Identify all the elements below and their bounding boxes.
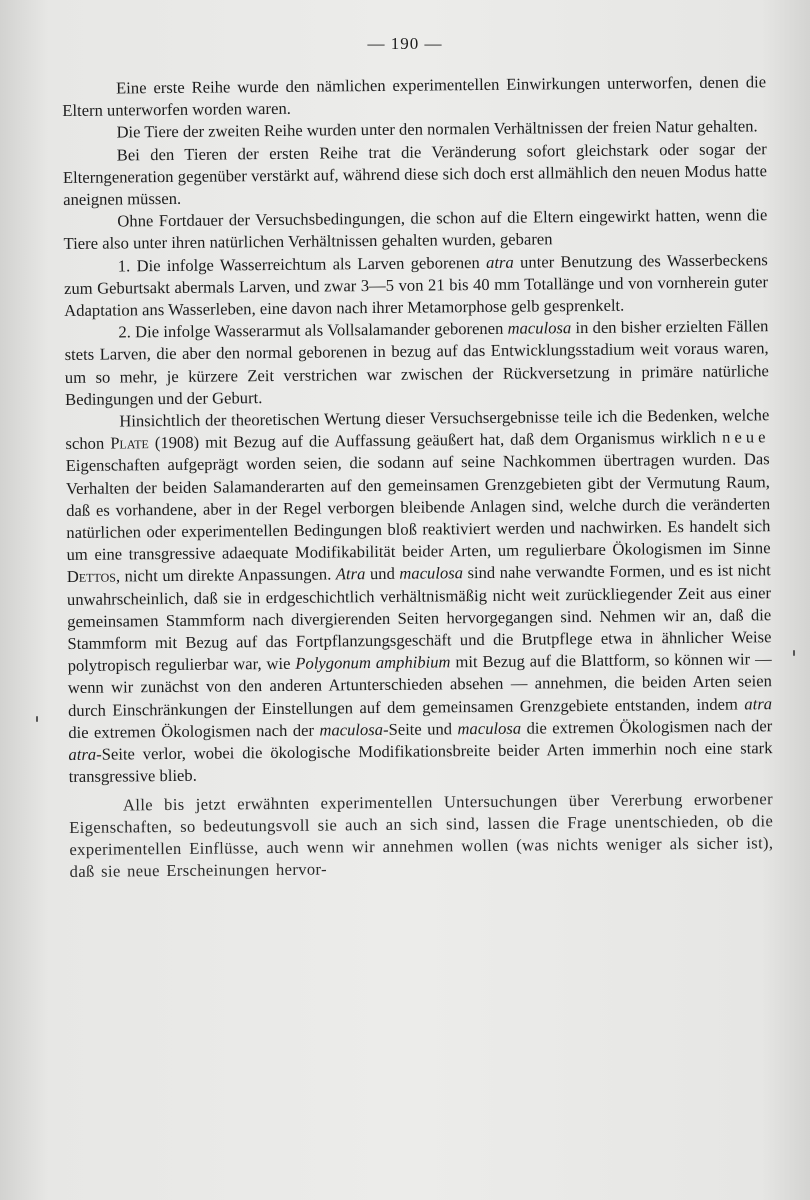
species-name: Polygonum amphibium [295, 652, 451, 674]
margin-speck [793, 650, 795, 656]
margin-speck [36, 716, 38, 722]
paragraph: Hinsichtlich der theoretischen Wertung dieser Versuchsergebnisse teile ich die Bedenken, welche schon Plate (1908) mit Bezug auf die Auffassung geäußert hat, daß dem Organismus wirklich neue Eigenschaften aufgeprägt worden seien, die sodann auf seine Nachkommen übertragen wurden. Das Verhalten der beiden Salamanderarten auf den gemeinsamen Grenzgebieten gibt der Vermutung Raum, daß es vorhandene, aber in der Regel verborgen bleibende Anlagen sind, welche durch die veränderten natürlichen oder experimentellen Bedingungen bloß reaktiviert werden und nachwirken. Es handelt sich um eine transgressive adaequate Modifikabilität beider Arten, um regulierbare Ökologismen im Sinne Dettos, nicht um direkte Anpassungen. Atra und maculosa sind nahe verwandte Formen, und es ist nicht unwahrscheinlich, daß sie in erdgeschichtlich verhältnismäßig nicht weit zurückliegender Zeit aus einer gemeinsamen Stammform nach divergierenden Seiten hervorgegangen sind. Nehmen wir an, daß die Stammform mit Bezug auf das Fortpflanzungsgeschäft und die Brutpflege etwa in ähnlicher Weise polytropisch regulierbar war, wie Polygonum amphibium mit Bezug auf die Blattform, so können wir — wenn wir zunächst von den anderen Artunterschieden absehen — annehmen, die beiden Arten seien durch Einschränkungen der Einstellungen auf dem gemeinsamen Grenzgebiete entstanden, indem atra die extremen Ökologismen nach der maculosa-Seite und maculosa die extremen Ökologismen nach der atra-Seite verlor, wobei die ökologische Modifikationsbreite beider Arten immerhin noch eine stark transgressive blieb. [65, 405, 773, 787]
species-name: Atra [335, 564, 366, 584]
species-name: atra [68, 744, 97, 765]
species-name: maculosa [399, 563, 464, 584]
paragraph: Bei den Tieren der ersten Reihe trat die Veränderung sofort gleichstark oder sogar der Elterngeneration gegenüber verstärkt auf, während diese sich doch erst allmählich den neuen Modus hatte aneignen müssen. [62, 138, 768, 210]
species-name: atra [486, 252, 514, 272]
list-item-2: 2. Die infolge Wasserarmut als Vollsalamander geborenen maculosa in den bisher erzielten Fällen stets Larven, die aber den normal geborenen in bezug auf das Entwicklungsstadium weit voraus waren, um so mehr, je kürzere Zeit verstrichen war zwischen der Rückversetzung in primäre natürliche Bedingungen und der Geburt. [64, 316, 769, 409]
author-name: Dettos [66, 566, 116, 587]
list-item-1: 1. Die infolge Wasserreichtum als Larven geborenen atra unter Benutzung des Wasserbeckens zum Geburtsakt abermals Larven, und zwar 3—5 von 21 bis 40 mm Totallänge und von vornherein guter Adaptation ans Wasserleben, eine davon nach ihrer Metamorphose gelb gesprenkelt. [63, 249, 769, 321]
paragraph: Alle bis jetzt erwähnten experimentellen Untersuchungen über Vererbung erworbener Eigenschaften, so bedeutungsvoll sie auch an sich sind, lassen die Frage unentschieden, ob die experimentellen Einflüsse, auch wenn wir annehmen wollen (was nichts weniger als sicher ist), daß sie neue Erscheinungen hervor- [69, 788, 774, 882]
species-name: maculosa [457, 718, 522, 739]
paragraph: Die Tiere der zweiten Reihe wurden unter den normalen Verhältnissen der freien Natur gehalten. [116, 116, 758, 142]
paragraph: Ohne Fortdauer der Versuchsbedingungen, die schon auf die Eltern eingewirkt hatten, wenn die Tiere also unter ihren natürlichen Verhältnissen gehalten wurden, gebaren [63, 205, 768, 254]
author-name: Plate [110, 433, 149, 453]
species-name: atra [744, 693, 773, 714]
paragraph: Eine erste Reihe wurde den nämlichen experimentellen Einwirkungen unterworfen, denen die Eltern unterworfen worden waren. [62, 72, 767, 121]
species-name: maculosa [319, 719, 384, 740]
page-number: — 190 — [367, 34, 443, 53]
body-text [62, 71, 774, 883]
spaced-emphasis: neue [722, 427, 770, 447]
species-name: maculosa [507, 318, 572, 338]
